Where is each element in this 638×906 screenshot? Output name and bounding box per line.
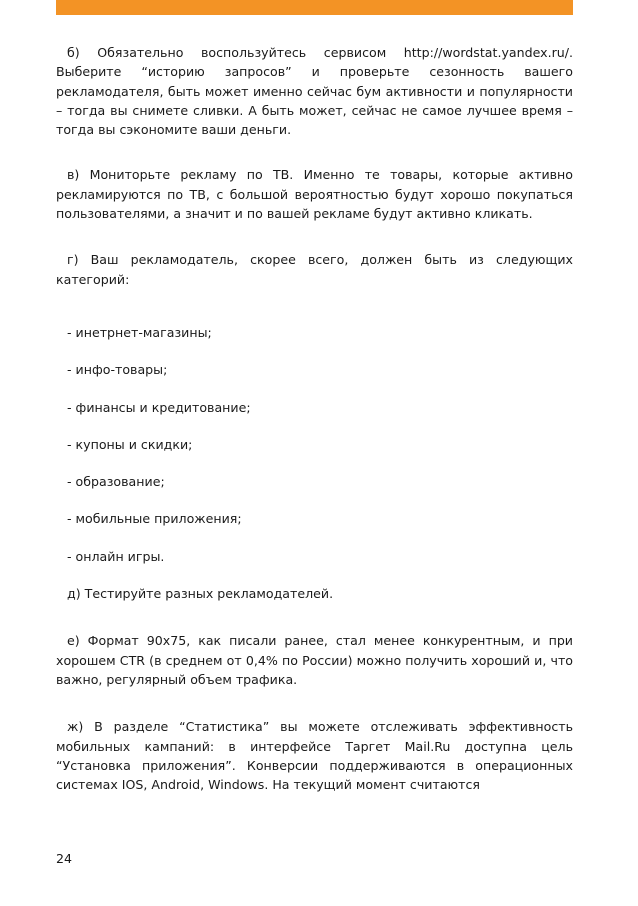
- list-item: - онлайн игры.: [67, 548, 165, 564]
- list-item: - купоны и скидки;: [67, 436, 193, 452]
- list-item: - инетрнет-магазины;: [67, 324, 212, 340]
- list-item: - мобильные приложения;: [67, 511, 242, 527]
- paragraph-v: в) Мониторьте рекламу по ТВ. Именно те товары, которые активно рекламируются по ТВ, с большой вероятностью будут хорошо покупаться пользователями, а значит и по вашей рекламе будут активно кликать.: [56, 167, 573, 222]
- header-accent-bar: [56, 0, 573, 15]
- list-item: - финансы и кредитование;: [67, 399, 251, 415]
- paragraph-zh: ж) В разделе “Статистика” вы можете отслеживать эффективность мобильных кампаний: в интерфейсе Таргет Mail.Ru доступна цель “Установка приложения”. Конверсии поддерживаются в операционных системах IOS, Android, Windows. На текущий момент считаются: [56, 719, 573, 793]
- list-item: - инфо-товары;: [67, 362, 168, 378]
- page-body: [56, 38, 573, 794]
- paragraph-d: д) Тестируйте разных рекламодателей.: [67, 586, 334, 602]
- paragraph-g: г) Ваш рекламодатель, скорее всего, должен быть из следующих категорий:: [56, 252, 573, 287]
- paragraph-e: е) Формат 90х75, как писали ранее, стал менее конкурентным, и при хорошем CTR (в среднем от 0,4% по России) можно получить хороший и, что важно, регулярный объем трафика.: [56, 633, 573, 687]
- category-list: [56, 323, 573, 566]
- list-item: - образование;: [67, 474, 165, 490]
- paragraph-b: б) Обязательно воспользуйтесь сервисом http://wordstat.yandex.ru/. Выберите “историю запросов” и проверьте сезонность вашего рекламодателя, быть может именно сейчас бум активности и популярности – тогда вы снимете сливки. А быть может, сейчас не самое лучшее время – тогда вы сэкономите ваши деньги.: [56, 45, 573, 138]
- page-number: 24: [56, 851, 73, 866]
